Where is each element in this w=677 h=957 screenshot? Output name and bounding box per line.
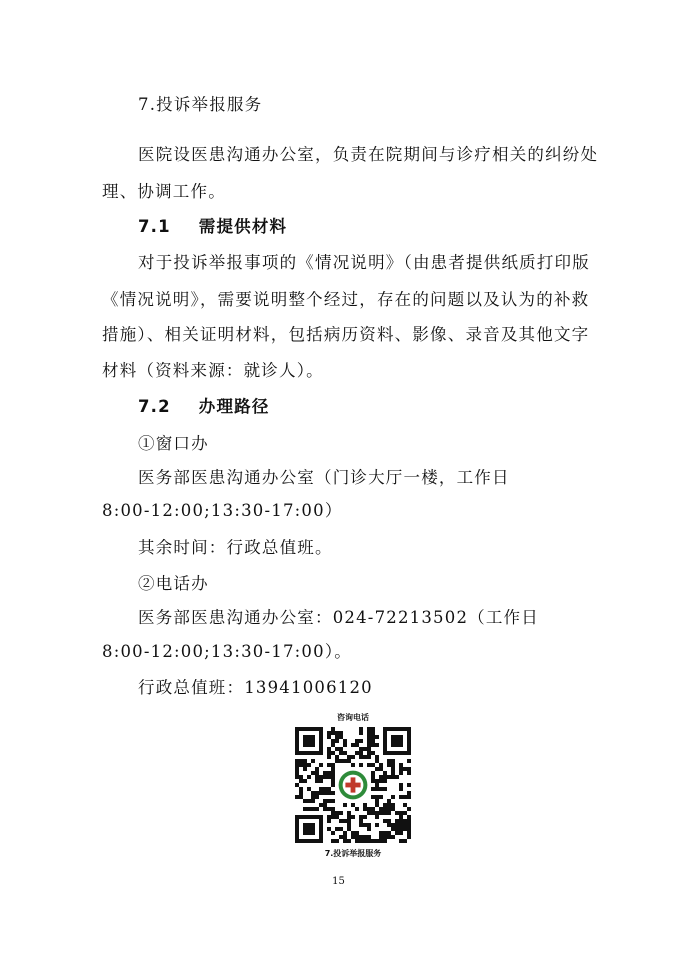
window-line-2: 8:00-12:00;13:30-17:00）: [102, 501, 343, 520]
materials-line-3: 措施）、相关证明材料，包括病历资料、影像、录音及其他文字: [102, 325, 590, 344]
page-number: 15: [332, 876, 345, 887]
phone-title: ②电话办: [138, 574, 209, 593]
materials-heading: [138, 213, 287, 237]
route-heading-text: 办理路径: [198, 397, 270, 416]
qr-block: [295, 712, 411, 859]
window-line-3: 其余时间：行政总值班。: [138, 538, 333, 557]
materials-line-2: 《情况说明》，需要说明整个经过，存在的问题以及认为的补救: [102, 290, 590, 309]
qr-code-image[interactable]: [295, 727, 411, 843]
phone-line-2: 8:00-12:00;13:30-17:00）。: [102, 642, 352, 661]
window-line-1: 医务部医患沟通办公室（门诊大厅一楼，工作日: [138, 468, 510, 487]
route-heading: [138, 393, 270, 417]
phone-line-1: 医务部医患沟通办公室：024-72213502（工作日: [138, 608, 539, 627]
intro-line-2: 理、协调工作。: [102, 182, 226, 201]
hospital-logo-icon: [337, 769, 369, 801]
phone-line-3: 行政总值班：13941006120: [138, 678, 373, 697]
section-heading: 7.投诉举报服务: [138, 95, 263, 114]
window-title: ①窗口办: [138, 434, 209, 453]
materials-heading-number: 7.1: [138, 217, 171, 236]
materials-line-1: 对于投诉举报事项的《情况说明》（由患者提供纸质打印版: [138, 253, 590, 272]
materials-heading-text: 需提供材料: [198, 217, 288, 236]
qr-title: 咨询电话: [337, 713, 369, 722]
route-heading-number: 7.2: [138, 397, 171, 416]
intro-line-1: 医院设医患沟通办公室，负责在院期间与诊疗相关的纠纷处: [138, 145, 599, 164]
materials-line-4: 材料（资料来源：就诊人）。: [102, 361, 324, 380]
qr-caption: 7.投诉举报服务: [324, 849, 382, 858]
